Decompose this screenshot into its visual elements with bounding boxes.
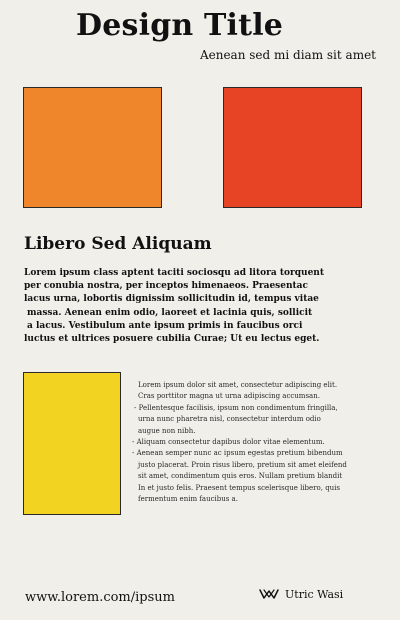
list-line: fermentum enim faucibus a. bbox=[138, 495, 238, 504]
yellow-color-swatch bbox=[23, 372, 121, 515]
list-line: sit amet, condimentum quis eros. Nullam pretium blandit bbox=[138, 472, 343, 481]
lead-line: a lacus. Vestibulum ante ipsum primis in faucibus orci bbox=[27, 320, 303, 331]
list-line: - Aliquam consectetur dapibus dolor vitae elementum. bbox=[132, 438, 325, 447]
page-title: Design Title bbox=[76, 8, 284, 43]
red-color-swatch bbox=[223, 87, 362, 208]
list-line: urna nunc pharetra nisl, consectetur interdum odio bbox=[138, 415, 321, 424]
list-line: - Pellentesque facilisis, ipsum non condimentum fringilla, bbox=[134, 403, 338, 412]
list-line: augue non nibh. bbox=[138, 426, 196, 435]
list-line: Lorem ipsum dolor sit amet, consectetur adipiscing elit. bbox=[138, 381, 338, 389]
list-line: Cras porttitor magna ut urna adipiscing accumsan. bbox=[138, 392, 320, 401]
orange-color-swatch bbox=[23, 87, 162, 208]
section-heading: Libero Sed Aliquam bbox=[24, 234, 212, 254]
footer-brand bbox=[259, 585, 343, 603]
lead-line: Lorem ipsum class aptent taciti sociosqu ad litora torquent bbox=[24, 268, 325, 278]
lead-paragraph bbox=[24, 267, 325, 346]
brand-name: Utric Wasi bbox=[285, 587, 344, 601]
list-line: justo placerat. Proin risus libero, pretium sit amet eleifend bbox=[138, 460, 347, 469]
page-subtitle: Aenean sed mi diam sit amet bbox=[199, 48, 376, 62]
lead-line: lacus urna, lobortis dignissim sollicitudin id, tempus vitae bbox=[24, 294, 319, 305]
lead-line: per conubia nostra, per inceptos himenaeos. Praesentac bbox=[24, 281, 308, 292]
footer-url: www.lorem.com/ipsum bbox=[25, 590, 175, 605]
list-line: In et justo felis. Praesent tempus scelerisque libero, quis bbox=[138, 483, 341, 492]
lead-line: massa. Aenean enim odio, laoreet et lacinia quis, sollicit bbox=[27, 307, 313, 318]
crown-logo-icon bbox=[259, 588, 279, 600]
bullet-list bbox=[130, 380, 380, 505]
list-line: - Aenean semper nunc ac ipsum egestas pretium bibendum bbox=[132, 449, 343, 458]
lead-line: luctus et ultrices posuere cubilia Curae; Ut eu lectus eget. bbox=[24, 334, 320, 345]
